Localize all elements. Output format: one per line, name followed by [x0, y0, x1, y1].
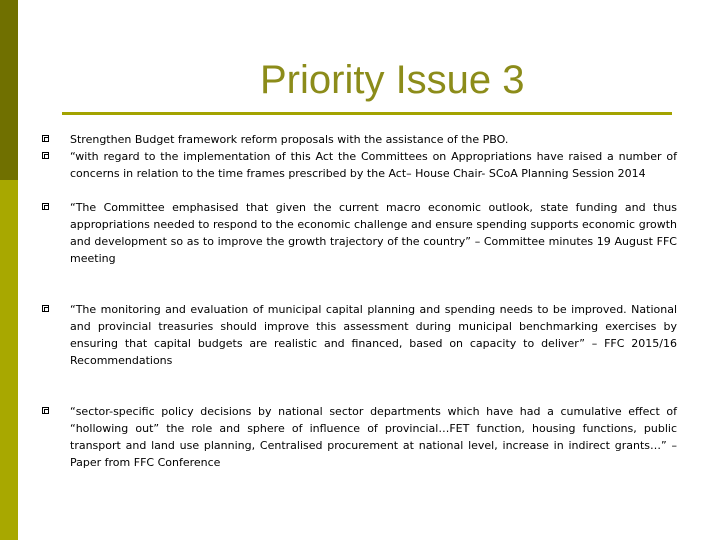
spacer: [42, 369, 677, 386]
spacer: [42, 267, 677, 284]
sidebar-decoration-top: [0, 0, 18, 180]
bullet-item: [42, 131, 677, 148]
bullet-text: “The monitoring and evaluation of municipal capital planning and spending needs to be improved. National and provincial treasuries should improve this assessment during municipal benchmarking exercises by ensuring that capital budgets are realistic and financed, based on capacity to deliver” – FFC 2015/16 Recommendations: [70, 303, 677, 367]
square-bullet-icon: [42, 135, 49, 142]
bullet-text: “The Committee emphasised that given the current macro economic outlook, state funding and thus appropriations needed to respond to the economic challenge and ensure spending supports economic growth and development so as to improve the growth trajectory of the country” – Committee minutes 19 August FFC meeting: [70, 201, 677, 265]
bullet-item: [42, 199, 677, 267]
square-bullet-icon: [42, 203, 49, 210]
bullet-item: [42, 403, 677, 471]
spacer: [42, 284, 677, 301]
spacer: [42, 386, 677, 403]
bullet-text: “with regard to the implementation of this Act the Committees on Appropriations have raised a number of concerns in relation to the time frames prescribed by the Act– House Chair- SCoA Planning Session 2014: [70, 150, 677, 180]
spacer: [42, 182, 677, 199]
square-bullet-icon: [42, 152, 49, 159]
slide-title: Priority Issue 3: [260, 58, 525, 102]
bullet-list: [42, 131, 677, 471]
title-underline: [62, 112, 672, 115]
square-bullet-icon: [42, 407, 49, 414]
bullet-item: [42, 301, 677, 369]
sidebar-decoration-bottom: [0, 180, 18, 540]
bullet-text: Strengthen Budget framework reform proposals with the assistance of the PBO.: [70, 133, 509, 146]
bullet-text: “sector-specific policy decisions by national sector departments which have had a cumulative effect of “hollowing out” the role and sphere of influence of provincial…FET function, housing functions, public transport and land use planning, Centralised procurement at national level, increase in indirect grants…” – Paper from FFC Conference: [70, 405, 677, 469]
bullet-item: [42, 148, 677, 182]
square-bullet-icon: [42, 305, 49, 312]
